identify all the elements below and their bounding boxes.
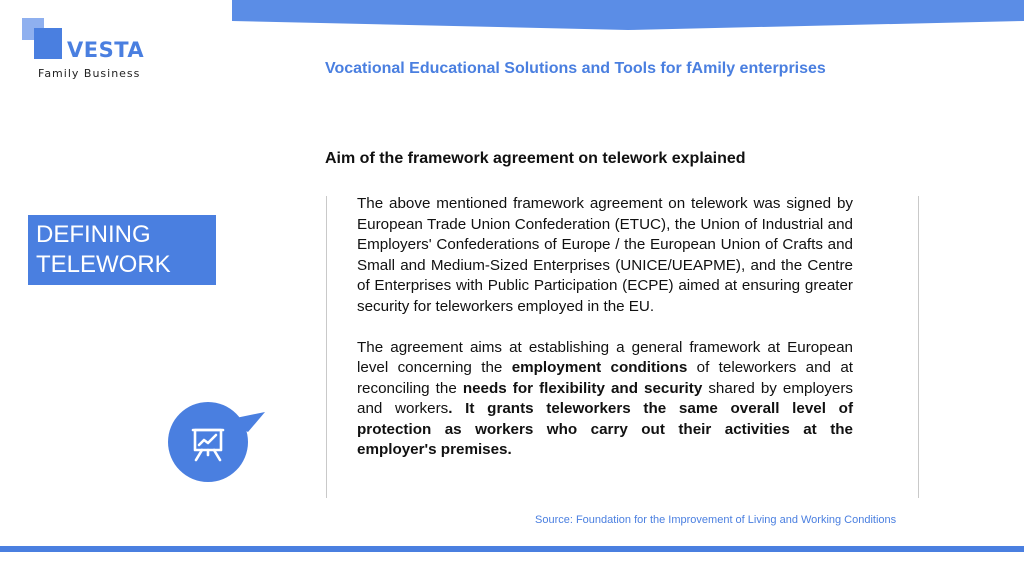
top-banner xyxy=(232,0,1024,30)
presentation-board-icon xyxy=(168,402,266,482)
p2-text-1: The agreement aims at establishing a general framework at European level concerning the xyxy=(357,338,853,376)
content-title: Aim of the framework agreement on telework explained xyxy=(325,150,746,167)
right-divider xyxy=(918,196,919,498)
left-divider xyxy=(326,196,327,498)
section-tag-line1: DEFINING xyxy=(36,221,151,248)
p2-text-3: shared by employers and workers xyxy=(357,379,853,417)
p2-bold-employment-conditions: employment conditions xyxy=(511,359,688,376)
header-title: Vocational Educational Solutions and Tools for fAmily enterprises xyxy=(325,60,826,77)
p2-bold-protection: . It grants teleworkers the same overall level of protection as workers who carry out their activities at the employer's premises. xyxy=(357,400,854,458)
section-tag-line2: TELEWORK xyxy=(36,251,171,278)
paragraph-1: The above mentioned framework agreement on telework was signed by European Trade Union Confederation (ETUC), the Union of Industrial and Employers' Confederations of Europe / the European Union of Crafts and Small and Medium-Sized Enterprises (UNICE/UEAPME), and the Centre of Enterprises with Public Participation (ECPE) aimed at ensuring greater security for teleworkers employed in the EU. xyxy=(357,195,853,315)
logo-subtitle: Family Business xyxy=(38,67,141,80)
p2-text-2: of teleworkers and at reconciling the xyxy=(357,359,854,397)
logo-mark-icon xyxy=(20,16,72,62)
content-body xyxy=(357,194,853,481)
p2-bold-flexibility-security: needs for flexibility and security xyxy=(462,379,703,397)
bottom-bar xyxy=(0,546,1024,552)
section-tag xyxy=(28,215,216,285)
paragraph-2 xyxy=(357,338,853,461)
source-citation: Source: Foundation for the Improvement of Living and Working Conditions xyxy=(535,514,897,526)
logo-wordmark: VESTA xyxy=(67,38,145,62)
vesta-logo xyxy=(20,16,150,86)
